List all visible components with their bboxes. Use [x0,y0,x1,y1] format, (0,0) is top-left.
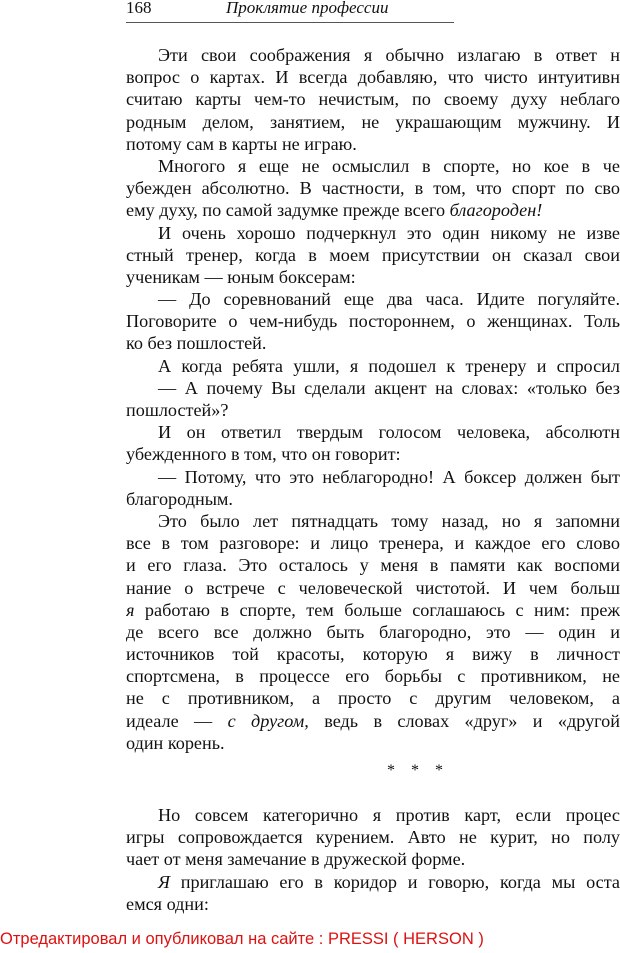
emphasis-text: я [126,599,135,620]
text-line: потому сам в карты не играю. [126,133,357,154]
text-line: ко без пошлостей. [126,333,267,354]
text-line: благородным. [126,488,233,509]
text-line: чает от меня замечание в дружеской форме. [126,849,466,870]
spacer [126,788,620,804]
text-line: стный тренер, когда в моем присутствии он сказал свои [126,244,620,265]
text-line: пошлостей»? [126,400,229,420]
text-line: А когда ребята ушли, я подошел к тренеру и спросил [158,355,620,376]
text-line: Но совсем категорично я против карт, если процес [158,805,620,825]
text-line [126,599,620,621]
text-line: один корень. [126,732,225,753]
text-line: емся одни: [126,893,209,914]
text-line [126,199,620,221]
text-segment: ему духу, по самой задумке прежде всего [126,200,450,221]
text-line: ученикам — юным боксерам: [126,266,356,287]
text-line: считаю карты чем-то нечистым, по своему духу неблаго [126,89,620,110]
section-separator: * * * [387,762,449,779]
text-line: Многого я еще не осмыслил в спорте, но кое в че [158,155,620,176]
emphasis-text: с другом, [227,710,309,731]
text-line: — До соревнований еще два часа. Идите погуляйте. [158,289,620,310]
text-line: вопрос о картах. И всегда добавляю, что чисто интуитивн [126,67,620,88]
body-text [126,44,620,915]
text-line: родным делом, занятием, не украшающим мужчину. И [126,111,620,132]
text-line: Это было лет пятнадцать тому назад, но я запомни [158,510,620,531]
text-line: не с противником, а просто с другим человеком, а [126,688,620,709]
page-number: 168 [126,0,152,17]
text-line: — А почему Вы сделали акцент на словах: «только без [158,377,620,398]
text-line: де всего все должно быть благородно, это — один и [126,621,620,642]
text-line: И он ответил твердым голосом человека, абсолютн [158,422,620,443]
page-header [126,0,454,23]
text-line: И очень хорошо подчеркнул это один никому не изве [158,222,620,243]
text-line: и его глаза. Это осталось у меня в памяти как воспоми [126,555,620,576]
text-line: Эти свои соображения я обычно излагаю в ответ н [158,45,620,65]
text-line: все в том разговоре: и лицо тренера, и каждое его слово [126,533,620,554]
text-line: убежденного в том, что он говорит: [126,444,401,465]
text-line [126,871,620,893]
text-line: спортсмена, в процессе его борьбы с противником, не [126,666,620,687]
text-line: нание о встрече с человеческой чистотой. И чем больш [126,577,620,598]
text-line: игры сопровождается курением. Авто не курит, но полу [126,827,620,848]
text-segment: работаю в спорте, тем больше соглашаюсь с ним: преж [134,599,620,620]
text-line: источников той красоты, которую я вижу в личност [126,644,620,665]
emphasis-text: Я [158,871,170,892]
text-line: Поговорите о чем-нибудь постороннем, о женщинах. Толь [126,311,620,332]
text-segment: идеале — [126,710,228,731]
text-line: убежден абсолютно. В частности, в том, что спорт по сво [126,178,620,199]
running-title: Проклятие профессии [226,0,389,17]
watermark-text: Отредактировал и опубликовал на сайте : PRESSI ( HERSON ) [0,930,484,948]
text-line: — Потому, что это неблагородно! А боксер должен быт [158,466,620,487]
emphasis-text: благороден! [449,200,543,221]
text-line [126,710,620,732]
text-segment: ведь в словах «друг» и «другой [308,710,620,731]
text-segment: приглашаю его в коридор и говорю, когда мы оста [169,871,620,892]
